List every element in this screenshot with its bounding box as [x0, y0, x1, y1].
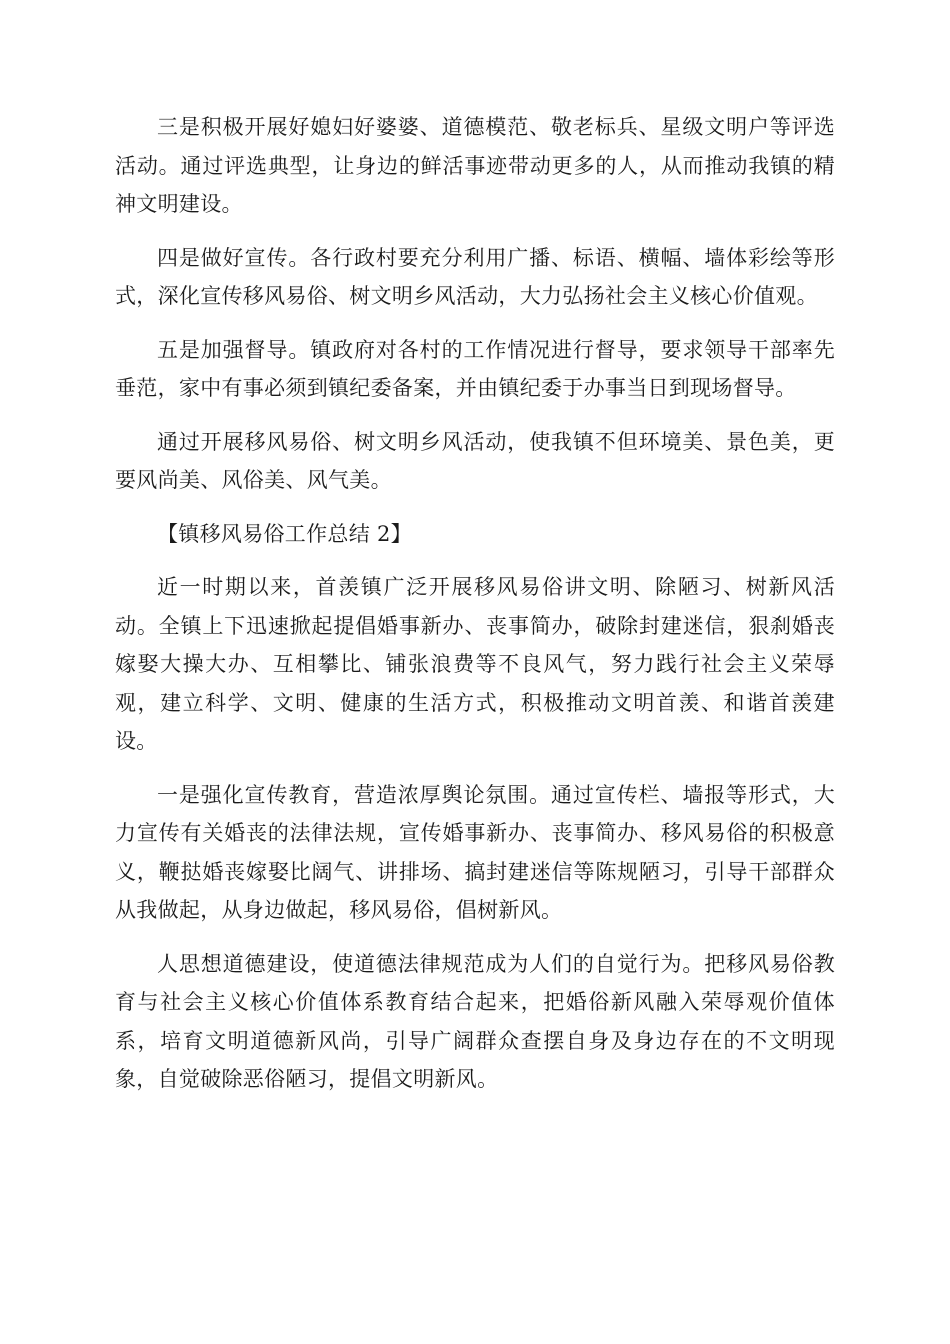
paragraph-supervision: 五是加强督导。镇政府对各村的工作情况进行督导，要求领导干部率先垂范，家中有事必须到镇纪委备案，并由镇纪委于办事当日到现场督导。: [115, 337, 835, 400]
paragraph-conclusion: 通过开展移风易俗、树文明乡风活动，使我镇不但环境美、景色美，更要风尚美、风俗美、风气美。: [115, 429, 835, 492]
paragraph-publicity: 四是做好宣传。各行政村要充分利用广播、标语、横幅、墙体彩绘等形式，深化宣传移风易俗、树文明乡风活动，大力弘扬社会主义核心价值观。: [115, 245, 835, 308]
section-heading: 【镇移风易俗工作总结 2】: [157, 521, 412, 546]
paragraph-moral-construction: 人思想道德建设，使道德法律规范成为人们的自觉行为。把移风易俗教育与社会主义核心价值体系教育结合起来，把婚俗新风融入荣辱观价值体系，培育文明道德新风尚，引导广阔群众查摆自身及身边存在的不文明现象，自觉破除恶俗陋习，提倡文明新风。: [115, 951, 835, 1091]
document-body: [115, 108, 835, 1114]
paragraph-evaluation-activities: 三是积极开展好媳妇好婆婆、道德模范、敬老标兵、星级文明户等评选活动。通过评选典型，让身边的鲜活事迹带动更多的人，从而推动我镇的精神文明建设。: [115, 115, 835, 216]
paragraph-intro: 近一时期以来，首羡镇广泛开展移风易俗讲文明、除陋习、树新风活动。全镇上下迅速掀起提倡婚事新办、丧事简办，破除封建迷信，狠刹婚丧嫁娶大操大办、互相攀比、铺张浪费等不良风气，努力践行社会主义荣辱观，建立科学、文明、健康的生活方式，积极推动文明首羡、和谐首羡建设。: [115, 575, 835, 753]
paragraph-education: 一是强化宣传教育，营造浓厚舆论氛围。通过宣传栏、墙报等形式，大力宣传有关婚丧的法律法规，宣传婚事新办、丧事简办、移风易俗的积极意义，鞭挞婚丧嫁娶比阔气、讲排场、搞封建迷信等陈规陋习，引导干部群众从我做起，从身边做起，移风易俗，倡树新风。: [115, 782, 835, 922]
